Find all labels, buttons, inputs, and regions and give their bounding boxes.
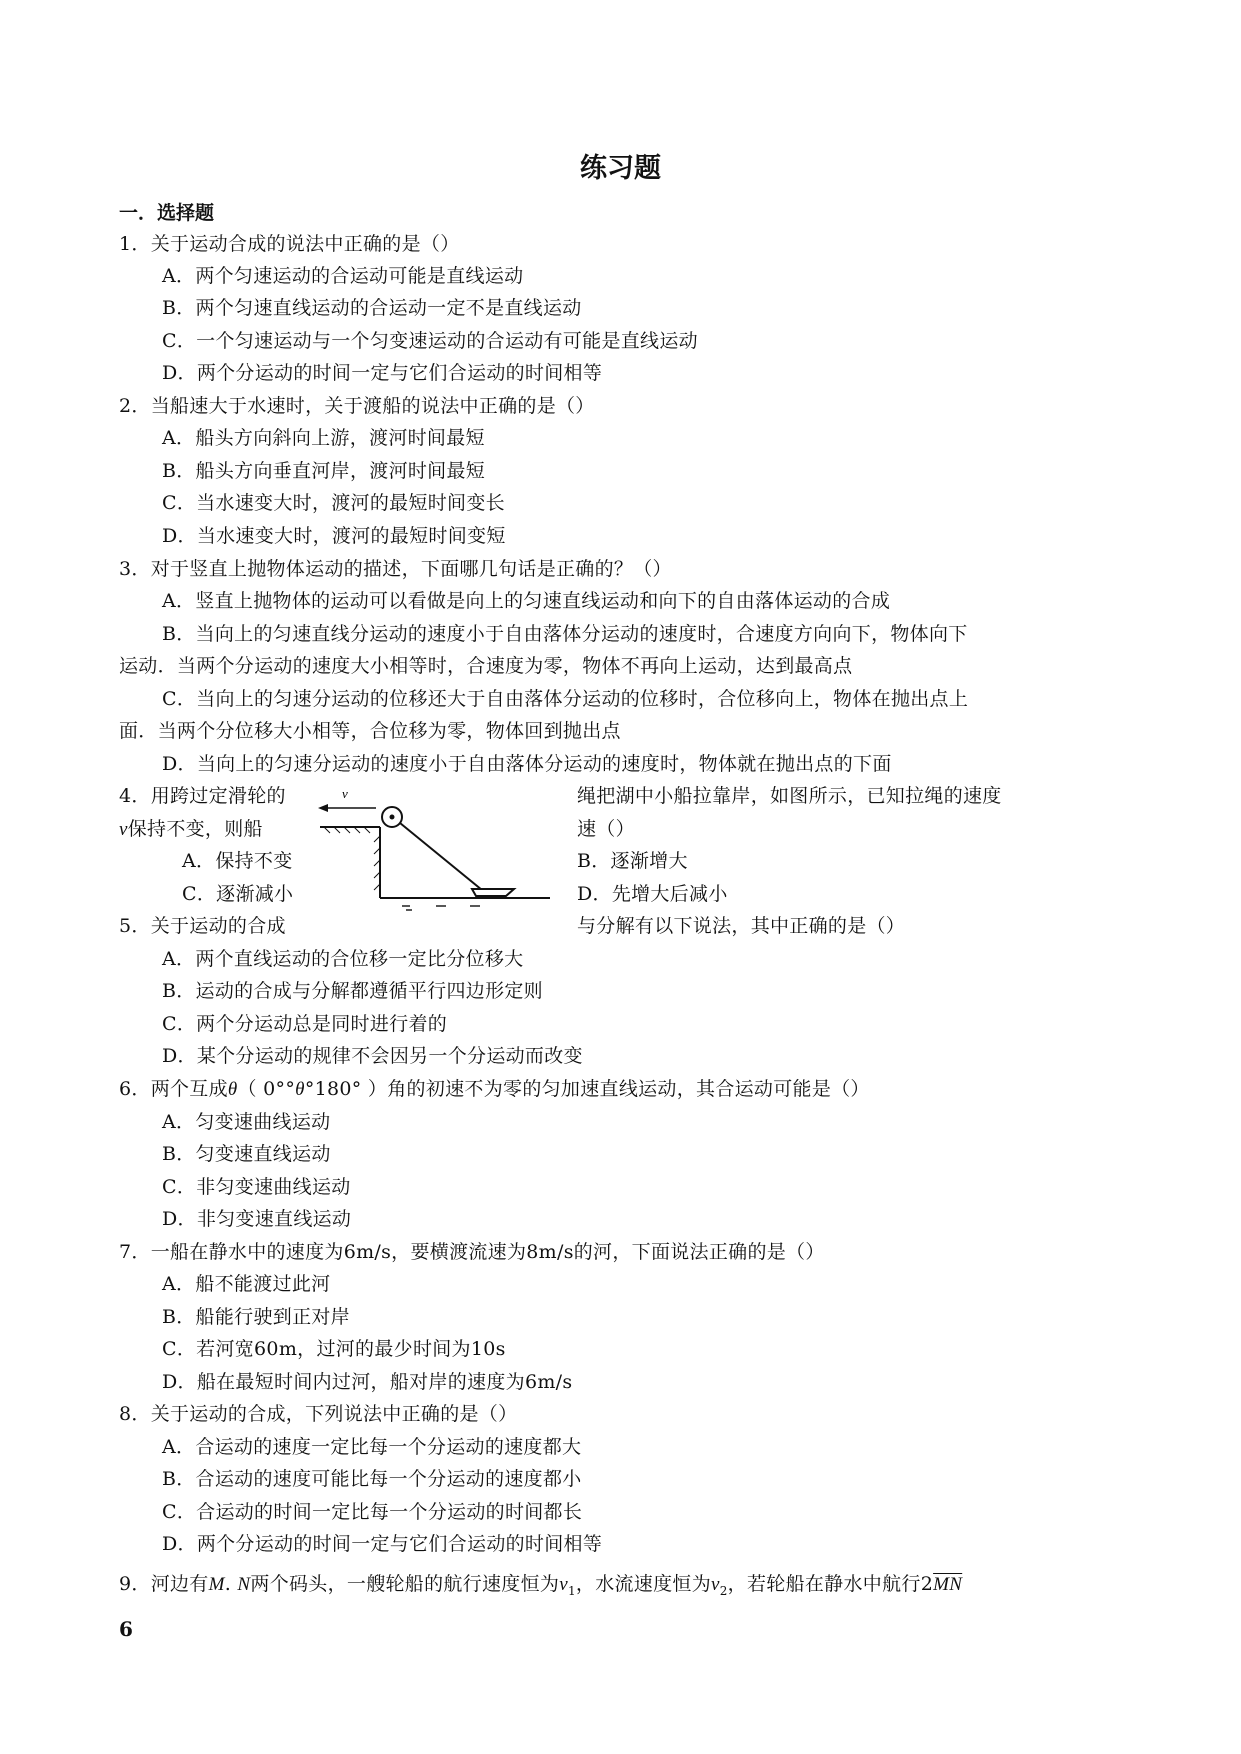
q4-option-c: C．逐渐减小 <box>182 883 294 905</box>
question-4-cont: 绳把湖中小船拉靠岸，如图所示，已知拉绳的速度 <box>577 785 1002 807</box>
q3-option-d: D．当向上的匀速分运动的速度小于自由落体分运动的速度时，物体就在抛出点的下面 <box>162 753 892 775</box>
q2-option-d: D．当水速变大时，渡河的最短时间变短 <box>162 525 506 547</box>
question-5: 5．关于运动的合成 <box>119 915 286 937</box>
question-2: 2．当船速大于水速时，关于渡船的说法中正确的是（） <box>119 395 595 417</box>
q2-option-a: A．船头方向斜向上游，渡河时间最短 <box>162 427 485 449</box>
q8-option-b: B．合运动的速度可能比每一个分运动的速度都小 <box>162 1468 582 1490</box>
page-number: 6 <box>119 1617 133 1641</box>
q7-option-a: A．船不能渡过此河 <box>162 1273 331 1295</box>
question-4: 4．用跨过定滑轮的 <box>119 785 286 807</box>
q6-option-d: D．非匀变速直线运动 <box>162 1208 352 1230</box>
question-3: 3．对于竖直上抛物体运动的描述，下面哪几句话是正确的？（） <box>119 558 672 580</box>
q5-option-c: C．两个分运动总是同时进行着的 <box>162 1013 448 1035</box>
q2-option-c: C．当水速变大时，渡河的最短时间变长 <box>162 492 505 514</box>
section-heading: 一．选择题 <box>119 202 215 224</box>
q1-option-c: C．一个匀速运动与一个匀变速运动的合运动有可能是直线运动 <box>162 330 698 352</box>
q4-option-b: B．逐渐增大 <box>577 850 688 872</box>
q6-option-c: C．非匀变速曲线运动 <box>162 1176 351 1198</box>
q5-option-a: A．两个直线运动的合位移一定比分位移大 <box>162 948 524 970</box>
q6-option-b: B．匀变速直线运动 <box>162 1143 331 1165</box>
boat <box>472 889 514 896</box>
q7-option-b: B．船能行驶到正对岸 <box>162 1306 350 1328</box>
q6-option-a: A．匀变速曲线运动 <box>162 1111 331 1133</box>
question-7: 7．一船在静水中的速度为6m/s，要横渡流速为8m/s的河，下面说法正确的是（） <box>119 1241 825 1263</box>
q7-option-d: D．船在最短时间内过河，船对岸的速度为6m/s <box>162 1371 573 1393</box>
q1-option-a: A．两个匀速运动的合运动可能是直线运动 <box>162 265 524 287</box>
question-9: 9．河边有M. N两个码头，一艘轮船的航行速度恒为$v_1$，水流速度恒为$v_2$，若轮船在静水中航行$2\overline{MN}$ <box>119 1573 963 1598</box>
velocity-label: v <box>342 786 348 801</box>
q2-option-b: B．船头方向垂直河岸，渡河时间最短 <box>162 460 486 482</box>
q7-option-c: C．若河宽60m，过河的最少时间为10s <box>162 1338 506 1360</box>
q1-option-b: B．两个匀速直线运动的合运动一定不是直线运动 <box>162 297 582 319</box>
q3-option-b: B．当向上的匀速直线分运动的速度小于自由落体分运动的速度时，合速度方向向下，物体向下 <box>162 623 968 645</box>
q8-option-d: D．两个分运动的时间一定与它们合运动的时间相等 <box>162 1533 603 1555</box>
q4-option-a: A．保持不变 <box>182 850 293 872</box>
q1-option-d: D．两个分运动的时间一定与它们合运动的时间相等 <box>162 362 603 384</box>
question-4-line2: v保持不变，则船 <box>119 818 263 840</box>
rope <box>400 823 482 890</box>
q5-option-d: D．某个分运动的规律不会因另一个分运动而改变 <box>162 1045 583 1067</box>
q3-option-a: A．竖直上抛物体的运动可以看做是向上的匀速直线运动和向下的自由落体运动的合成 <box>162 590 891 612</box>
question-5-cont: 与分解有以下说法，其中正确的是（） <box>577 915 906 937</box>
q5-option-b: B．运动的合成与分解都遵循平行四边形定则 <box>162 980 543 1002</box>
page-title: 练习题 <box>580 153 661 184</box>
q8-option-c: C．合运动的时间一定比每一个分运动的时间都长 <box>162 1501 583 1523</box>
question-4-line2-cont: 速（） <box>577 818 635 840</box>
question-8: 8．关于运动的合成，下列说法中正确的是（） <box>119 1403 518 1425</box>
q3-option-c-cont: 面．当两个分位移大小相等，合位移为零，物体回到抛出点 <box>119 720 621 742</box>
question-6: 6．两个互成θ（ 0°°θ°180° ）角的初速不为零的匀加速直线运动，其合运动可能是（） <box>119 1078 870 1100</box>
question-1: 1．关于运动合成的说法中正确的是（） <box>119 233 460 255</box>
q3-option-c: C．当向上的匀速分运动的位移还大于自由落体分运动的位移时，合位移向上，物体在抛出点上 <box>162 688 969 710</box>
q8-option-a: A．合运动的速度一定比每一个分运动的速度都大 <box>162 1436 582 1458</box>
q3-option-b-cont: 运动．当两个分运动的速度大小相等时，合速度为零，物体不再向上运动，达到最高点 <box>119 655 853 677</box>
pulley-boat-figure <box>310 786 560 916</box>
q4-option-d: D．先增大后减小 <box>577 883 728 905</box>
